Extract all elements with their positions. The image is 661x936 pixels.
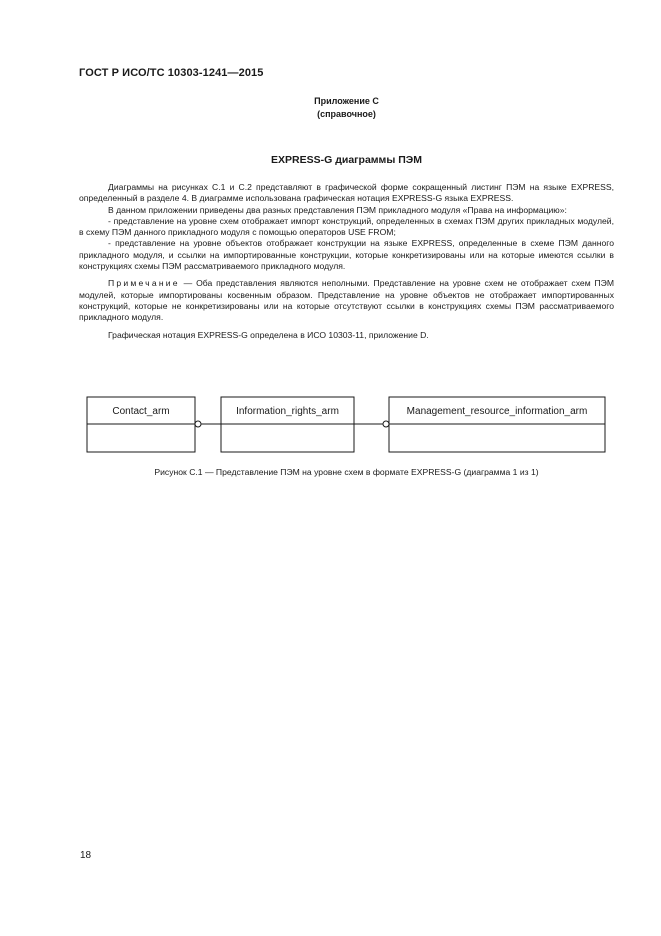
- note-text: — Оба представления являются неполными. Представление на уровне схем не отображает схем ПЭМ модулей, которые импортированы косвенным образом. Представление на уровне объектов не отображает импортированных конструкций, которые не конкретизированы или на которые отсутствуют ссылки в конструкциях схемы ПЭМ рассматриваемого прикладного модуля.: [79, 278, 614, 323]
- annex-title: Приложение С: [314, 96, 379, 106]
- paragraph-5: Графическая нотация EXPRESS-G определена в ИСО 10303-11, приложение D.: [108, 329, 429, 340]
- section-title: EXPRESS-G диаграммы ПЭМ: [271, 154, 422, 166]
- schema-box-management-resource-information-arm: [389, 397, 605, 452]
- figure-caption: Рисунок С.1 — Представление ПЭМ на уровне схем в формате EXPRESS-G (диаграмма 1 из 1): [154, 467, 539, 477]
- page-number: 18: [80, 850, 92, 861]
- paragraph-3: - представление на уровне схем отображает импорт конструкций, определенных в схемах ПЭМ других прикладных модулей, в схему ПЭМ данного прикладного модуля с помощью операторов USE FROM;: [79, 215, 614, 238]
- paragraph-2: В данном приложении приведены два разных представления ПЭМ прикладного модуля «Права на информацию»:: [108, 204, 567, 215]
- schema-box-label: Management_resource_information_arm: [406, 406, 588, 417]
- schema-box-information-rights-arm: [221, 397, 354, 452]
- standard-header: ГОСТ Р ИСО/ТС 10303-1241—2015: [79, 67, 264, 79]
- connector-circle-2: [383, 421, 389, 427]
- paragraph-4: - представление на уровне объектов отображает конструкции на языке EXPRESS, определенные в схеме ПЭМ данного прикладного модуля, и ссылки на импортированные конструкции, которые конкретизированы или на которые имеются ссылки в конструкциях схемы ПЭМ рассматриваемого прикладного модуля.: [79, 238, 614, 272]
- schema-box-label: Contact_arm: [112, 406, 170, 417]
- annex-subtitle: (справочное): [317, 109, 376, 119]
- paragraph-1: Диаграммы на рисунках С.1 и С.2 представляют в графической форме сокращенный листинг ПЭМ на языке EXPRESS, определенный в разделе 4. В диаграмме использована графическая нотация EXPRESS-G языка EXPRESS.: [79, 182, 614, 204]
- schema-box-contact-arm: [87, 397, 195, 452]
- note-label: Примечание: [108, 278, 180, 289]
- connector-circle-1: [195, 421, 201, 427]
- schema-box-label: Information_rights_arm: [236, 406, 339, 417]
